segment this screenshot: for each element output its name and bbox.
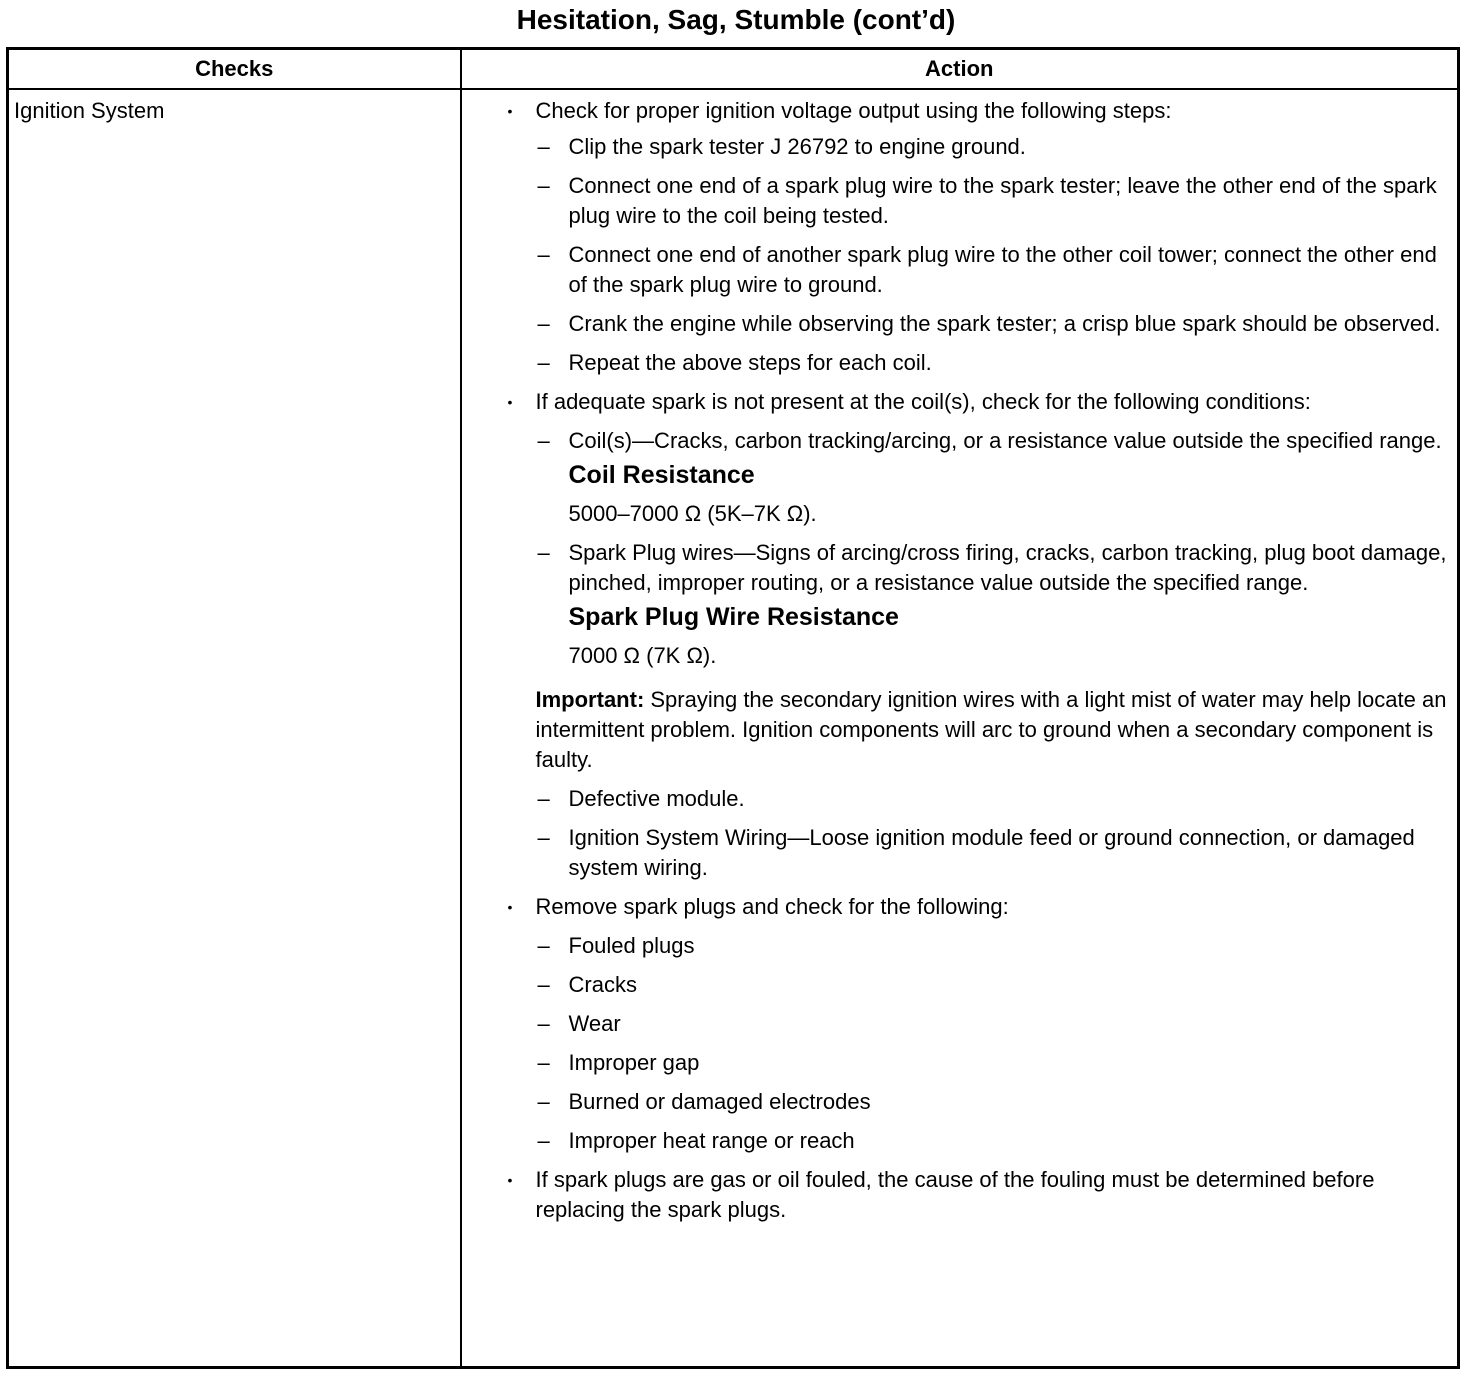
action-bullet: • If adequate spark is not present at the coil(s), check for the following conditions:: [462, 387, 1450, 417]
plug-condition-item: – Wear: [462, 1009, 1450, 1039]
plug-condition-item: – Fouled plugs: [462, 931, 1450, 961]
action-step: – Clip the spark tester J 26792 to engine ground.: [462, 132, 1450, 162]
diagnostic-table: [6, 47, 1460, 1369]
wire-resistance-heading: Spark Plug Wire Resistance: [568, 603, 899, 631]
action-step: – Connect one end of a spark plug wire to the spark tester; leave the other end of the spark plug wire to the coil being tested.: [462, 171, 1450, 231]
module-item: – Defective module.: [462, 784, 1450, 814]
action-step: – Repeat the above steps for each coil.: [462, 348, 1450, 378]
action-step: – Connect one end of another spark plug wire to the other coil tower; connect the other end of the spark plug wire to ground.: [462, 240, 1450, 300]
important-text: Spraying the secondary ignition wires with a light mist of water may help locate an intermittent problem. Ignition components will arc to ground when a secondary component is faulty.: [535, 687, 1447, 772]
spark-plug-wire-item: – Spark Plug wires—Signs of arcing/cross firing, cracks, carbon tracking, plug boot damage, pinched, improper routing, or a resistance value outside the specified range.: [462, 538, 1450, 598]
checks-column-header: Checks: [8, 49, 461, 90]
page-title: Hesitation, Sag, Stumble (cont’d): [516, 4, 956, 35]
table-row: [8, 89, 1459, 1368]
plug-condition-item: – Improper gap: [462, 1048, 1450, 1078]
important-note: [462, 685, 1450, 775]
action-step: – Crank the engine while observing the spark tester; a crisp blue spark should be observed.: [462, 309, 1450, 339]
check-cell: Ignition System: [8, 89, 461, 1368]
important-label: Important:: [535, 687, 645, 712]
action-cell: [461, 89, 1459, 1368]
plug-condition-item: – Burned or damaged electrodes: [462, 1087, 1450, 1117]
coil-resistance-heading: Coil Resistance: [568, 461, 755, 489]
coil-item: – Coil(s)—Cracks, carbon tracking/arcing, or a resistance value outside the specified range.: [462, 426, 1450, 456]
plug-condition-item: – Cracks: [462, 970, 1450, 1000]
coil-resistance-value: 5000–7000 Ω (5K–7K Ω).: [568, 501, 817, 526]
wire-resistance-value: 7000 Ω (7K Ω).: [568, 643, 717, 668]
action-bullet: • Check for proper ignition voltage output using the following steps:: [462, 96, 1450, 126]
plug-condition-item: – Improper heat range or reach: [462, 1126, 1450, 1156]
wiring-item: – Ignition System Wiring—Loose ignition module feed or ground connection, or damaged system wiring.: [462, 823, 1450, 883]
action-bullet: • If spark plugs are gas or oil fouled, the cause of the fouling must be determined before replacing the spark plugs.: [462, 1165, 1450, 1225]
action-bullet: • Remove spark plugs and check for the following:: [462, 892, 1450, 922]
table-header-row: [8, 49, 1459, 90]
action-column-header: Action: [461, 49, 1459, 90]
